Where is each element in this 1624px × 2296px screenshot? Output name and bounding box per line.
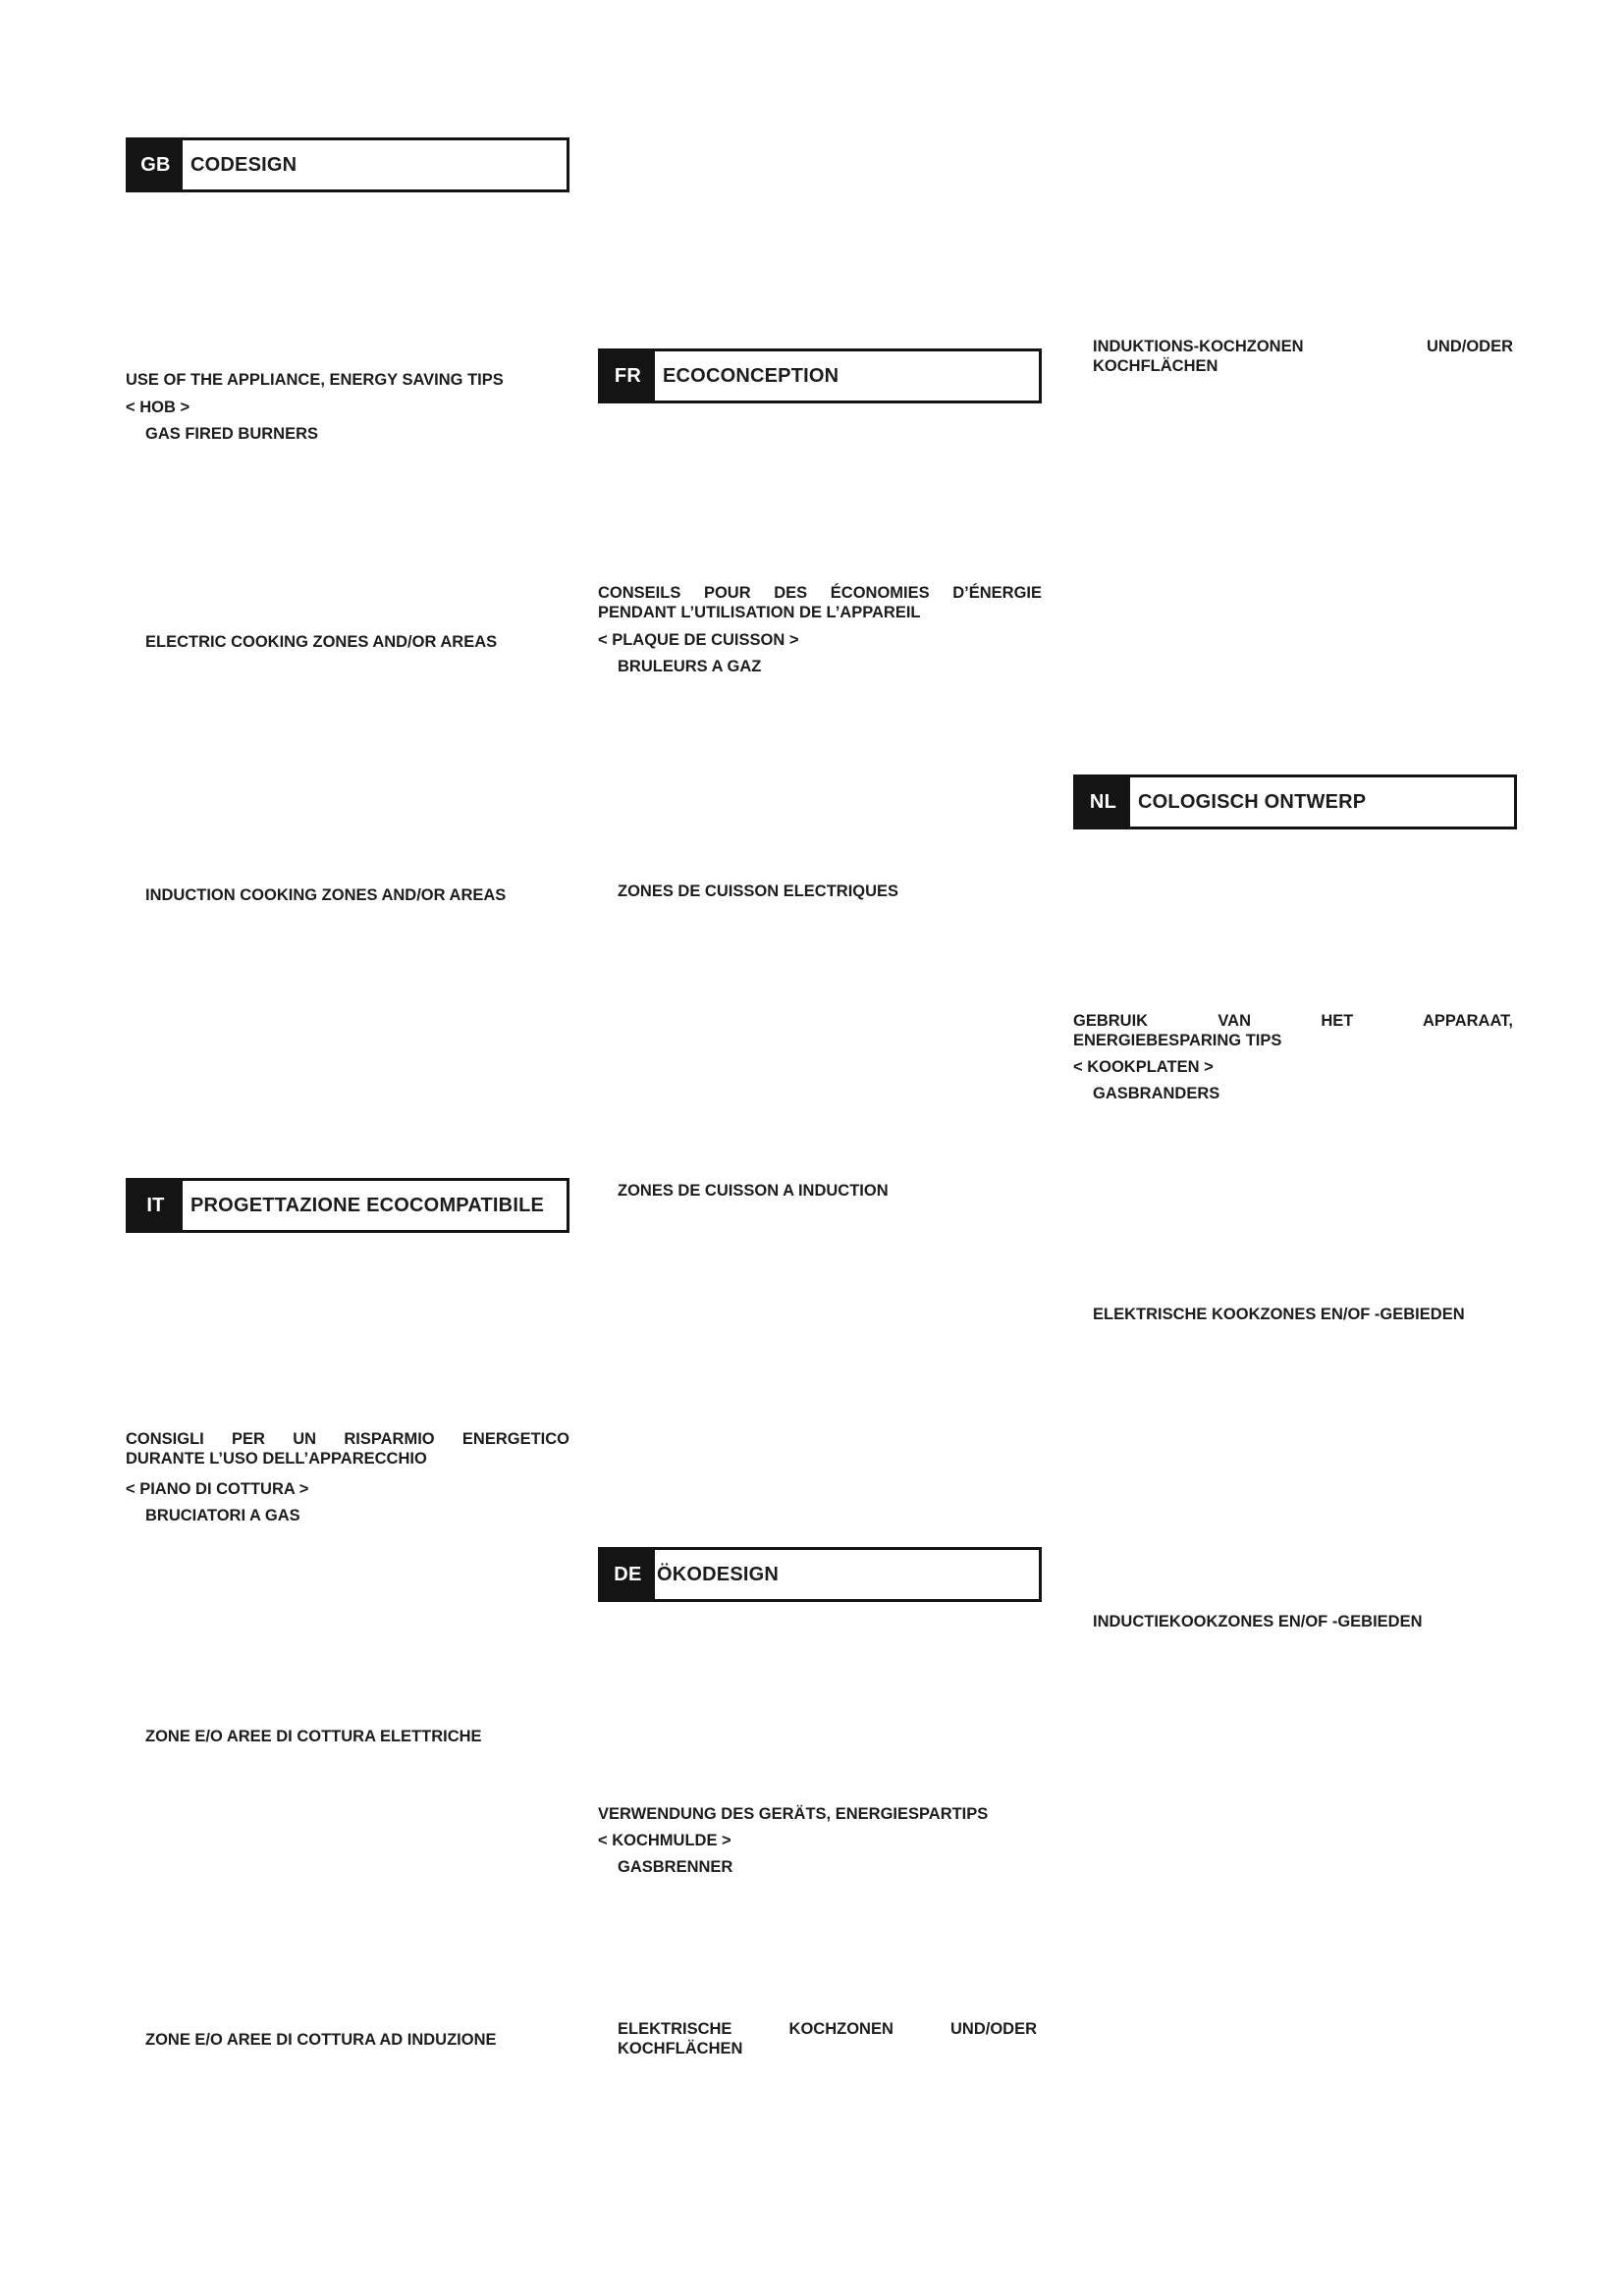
- nl-induction-line: INDUCTIEKOOKZONES EN/OF -GEBIEDEN: [1093, 1613, 1423, 1630]
- it-hob-line: < PIANO DI COTTURA >: [126, 1480, 309, 1498]
- nl-tips-line2: ENERGIEBESPARING TIPS: [1073, 1032, 1282, 1049]
- lang-badge-de: DE: [601, 1550, 655, 1599]
- lang-badge-it: IT: [129, 1181, 183, 1230]
- nl-hob-line: < KOOKPLATEN >: [1073, 1058, 1214, 1076]
- gb-induction-line: INDUCTION COOKING ZONES AND/OR AREAS: [145, 886, 507, 904]
- gb-hob-line: < HOB >: [126, 399, 190, 416]
- it-electric-line: ZONE E/O AREE DI COTTURA ELETTRICHE: [145, 1728, 482, 1745]
- section-title-nl: COLOGISCH ONTWERP: [1138, 790, 1367, 813]
- it-induction-line: ZONE E/O AREE DI COTTURA AD INDUZIONE: [145, 2031, 497, 2049]
- de-induction-line2: KOCHFLÄCHEN: [1093, 357, 1218, 375]
- de-electric-line1: ELEKTRISCHE KOCHZONEN UND/ODER: [618, 2020, 1037, 2038]
- de-gas-line: GASBRENNER: [618, 1858, 733, 1876]
- gb-usage-line: USE OF THE APPLIANCE, ENERGY SAVING TIPS: [126, 371, 504, 389]
- fr-electric-line: ZONES DE CUISSON ELECTRIQUES: [618, 882, 899, 900]
- section-header-de: [598, 1547, 1042, 1602]
- fr-induction-line: ZONES DE CUISSON A INDUCTION: [618, 1182, 889, 1200]
- fr-gas-line: BRULEURS A GAZ: [618, 658, 762, 675]
- section-header-gb: [126, 137, 569, 192]
- section-header-fr: [598, 348, 1042, 403]
- lang-badge-gb: GB: [129, 140, 183, 189]
- section-header-nl: [1073, 774, 1517, 829]
- section-title-de: ÖKODESIGN: [657, 1563, 780, 1585]
- lang-badge-nl: NL: [1076, 777, 1130, 827]
- de-usage-line: VERWENDUNG DES GERÄTS, ENERGIESPARTIPS: [598, 1805, 989, 1823]
- it-tips-line1: CONSIGLI PER UN RISPARMIO ENERGETICO: [126, 1430, 569, 1448]
- nl-gas-line: GASBRANDERS: [1093, 1085, 1220, 1102]
- nl-tips-line1: GEBRUIK VAN HET APPARAAT,: [1073, 1012, 1513, 1030]
- section-title-fr: ECOCONCEPTION: [663, 364, 839, 387]
- lang-badge-fr: FR: [601, 351, 655, 400]
- fr-hob-line: < PLAQUE DE CUISSON >: [598, 631, 799, 649]
- de-induction-line1: INDUKTIONS-KOCHZONEN UND/ODER: [1093, 338, 1513, 355]
- fr-tips-line1: CONSEILS POUR DES ÉCONOMIES D’ÉNERGIE: [598, 584, 1042, 602]
- nl-electric-line: ELEKTRISCHE KOOKZONES EN/OF -GEBIEDEN: [1093, 1306, 1465, 1323]
- gb-electric-line: ELECTRIC COOKING ZONES AND/OR AREAS: [145, 633, 498, 651]
- gb-gas-line: GAS FIRED BURNERS: [145, 425, 319, 443]
- it-gas-line: BRUCIATORI A GAS: [145, 1507, 300, 1524]
- section-title-it: PROGETTAZIONE ECOCOMPATIBILE: [190, 1194, 545, 1216]
- it-tips-line2: DURANTE L’USO DELL’APPARECCHIO: [126, 1450, 427, 1468]
- section-header-it: [126, 1178, 569, 1233]
- section-title-gb: CODESIGN: [190, 153, 298, 176]
- fr-tips-line2: PENDANT L’UTILISATION DE L’APPAREIL: [598, 604, 921, 621]
- de-hob-line: < KOCHMULDE >: [598, 1832, 731, 1849]
- de-electric-line2: KOCHFLÄCHEN: [618, 2040, 743, 2057]
